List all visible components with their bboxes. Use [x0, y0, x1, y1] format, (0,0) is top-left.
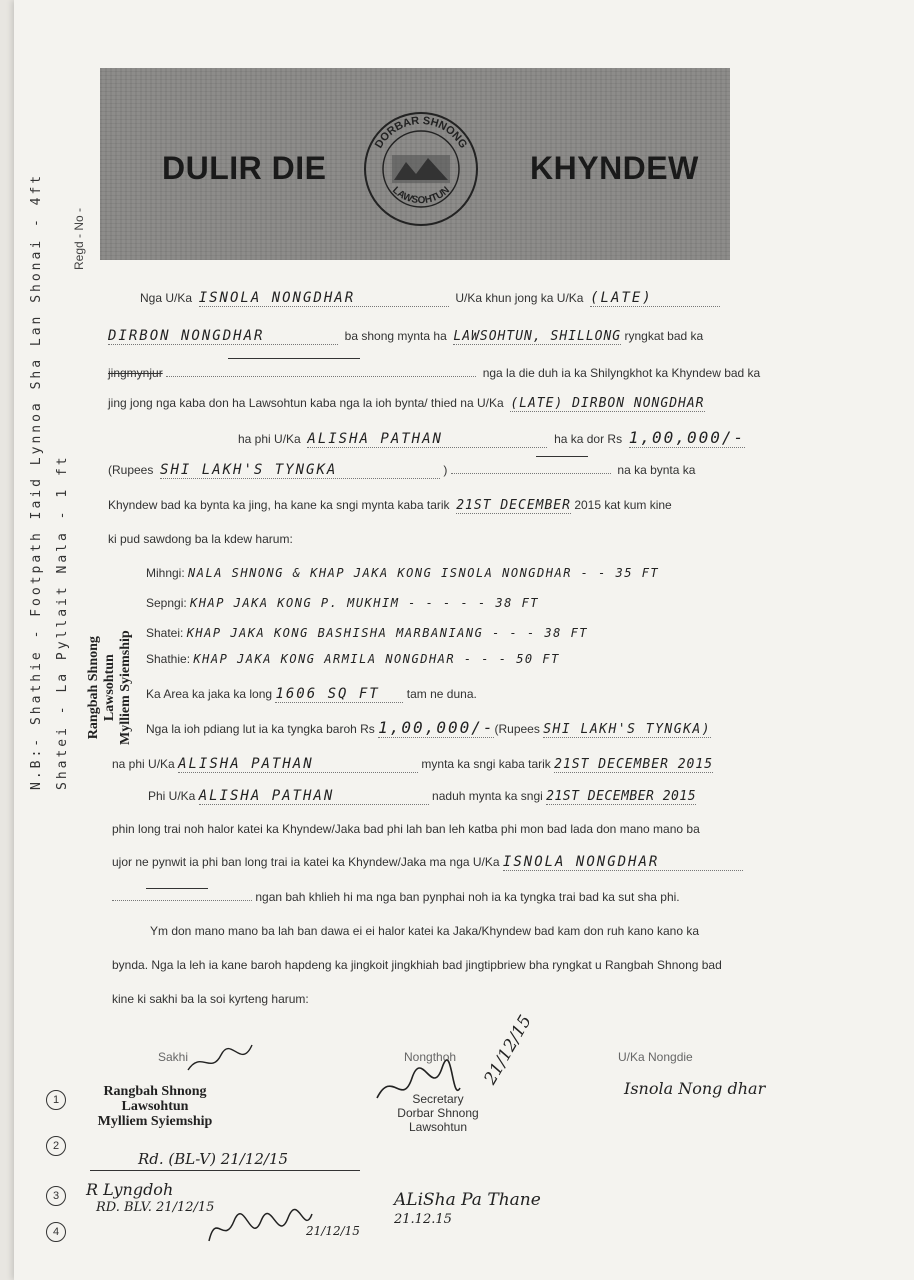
text: ba shong mynta ha — [344, 329, 447, 343]
stamp-line: Mylliem Syiemship — [97, 1114, 213, 1129]
text: Nga la ioh pdiang lut ia ka tyngka baroh Rs — [146, 722, 375, 736]
boundary-north — [146, 626, 588, 640]
boundary-south — [146, 652, 560, 666]
date-1: 21ST DECEMBER — [456, 498, 571, 513]
boundary-value: KHAP JAKA KONG P. MUKHIM - - - - - 38 FT — [190, 596, 540, 610]
rangbah-stamp — [80, 1084, 230, 1129]
body-line-17: bynda. Nga la leh ia kane baroh hapdeng ka jingkoit jingkhiah bad jingtipbriew bha ryngkat u Rangbah Shnong bad — [112, 958, 722, 972]
text: Khyndew bad ka bynta ka jing, ha kane ka sngi mynta kaba tarik — [108, 498, 450, 512]
side-rangbah-stamp — [86, 630, 134, 745]
secretary-date: 21/12/15 — [480, 1011, 536, 1089]
stamp-line: Lawsohtun — [121, 1099, 189, 1114]
father-name-2: (LATE) DIRBON NONGDHAR — [510, 396, 705, 411]
side-stamp-line-2: Lawsohtun — [102, 654, 117, 722]
seller-name-2: ISNOLA NONGDHAR — [503, 854, 743, 871]
amount-2: 1,00,000/- — [378, 718, 495, 737]
text: nga la die duh ia ka Shilyngkhot ka Khyndew bad ka — [482, 366, 761, 380]
dorbar-seal — [362, 110, 480, 228]
seal-bottom-text: LAWSOHTUN — [390, 184, 452, 207]
blank-rule — [228, 358, 360, 359]
boundary-value: NALA SHNONG & KHAP JAKA KONG ISNOLA NONGDHAR - - 35 FT — [188, 566, 660, 580]
body-line-18: kine ki sakhi ba la soi kyrteng harum: — [112, 992, 309, 1006]
text: na phi U/Ka — [112, 757, 175, 771]
body-line-12 — [148, 788, 696, 805]
body-line-13: phin long trai noh halor katei ka Khyndew/Jaka bad phi lah ban leh katba phi mon bad lada don mano mano ba — [112, 822, 700, 836]
text: mynta ka sngi kaba tarik — [421, 757, 551, 771]
body-line-3 — [108, 366, 760, 380]
stamp-line: Dorbar Shnong — [397, 1106, 479, 1120]
text: ryngkat bad ka — [624, 329, 704, 343]
side-note — [24, 173, 76, 790]
svg-text:LAWSOHTUN — [390, 185, 452, 206]
text: naduh mynta ka sngi — [432, 789, 543, 803]
seal-top-text: DORBAR SHNONG — [372, 114, 470, 151]
witness-4-date: 21/12/15 — [306, 1224, 360, 1238]
text: ) — [443, 463, 448, 477]
text: U/Ka khun jong ka U/Ka — [455, 291, 584, 305]
place: LAWSOHTUN, SHILLONG — [453, 329, 622, 344]
text: jing jong nga kaba don ha Lawsohtun kaba nga la ioh bynta/ thied na U/Ka — [108, 396, 504, 410]
text: Phi U/Ka — [148, 789, 196, 803]
body-line-1 — [140, 290, 720, 307]
boundary-east — [146, 566, 659, 580]
sakhi-label: Sakhi — [158, 1050, 189, 1064]
text: ha phi U/Ka — [238, 432, 301, 446]
text: Shathie: — [146, 652, 191, 666]
text: Sepngi: — [146, 596, 187, 610]
boundary-west — [146, 596, 539, 610]
witness-4-signature-scrawl — [206, 1196, 316, 1256]
buyer-name-3: ALISHA PATHAN — [199, 788, 429, 805]
buyer-name: ALISHA PATHAN — [307, 431, 547, 448]
signature-rule — [90, 1170, 360, 1171]
body-line-5 — [238, 428, 745, 448]
header-title-right: KHYNDEW — [530, 150, 699, 186]
text: Shatei: — [146, 626, 184, 640]
nongthoh-label: Nongthoh — [404, 1050, 457, 1064]
side-stamp-line-3: Mylliem Syiemship — [118, 630, 133, 745]
text: tam ne duna. — [406, 687, 477, 701]
area-value: 1606 SQ FT — [275, 686, 403, 703]
witness-number-2: 2 — [46, 1136, 66, 1156]
body-line-14 — [112, 854, 743, 871]
amount-words-2: SHI LAKH'S TYNGKA) — [543, 722, 712, 737]
year-1: 2015 — [574, 498, 602, 512]
amount-words: SHI LAKH'S TYNGKA — [160, 462, 440, 479]
seller-signature: Isnola Nong dhar — [624, 1079, 766, 1098]
late-label: (LATE) — [590, 290, 720, 307]
text: ha ka dor Rs — [554, 432, 623, 446]
body-line-7 — [108, 498, 672, 513]
text: na ka bynta ka — [617, 463, 696, 477]
body-line-4 — [108, 396, 705, 411]
text: Ka Area ka jaka ka long — [146, 687, 273, 701]
area-line — [146, 686, 477, 703]
blank-rule-2 — [536, 456, 588, 457]
rangbah-signature-scrawl — [186, 1040, 256, 1080]
body-line-6 — [108, 462, 695, 479]
nongdie-label: U/Ka Nongdie — [618, 1050, 693, 1064]
boundary-value: KHAP JAKA KONG ARMILA NONGDHAR - - - 50 FT — [193, 652, 560, 666]
text: Mihngi: — [146, 566, 185, 580]
side-note-line-2: Shatei - La Pyllait Nala - 1 ft — [55, 454, 70, 790]
body-line-8: ki pud sawdong ba la kdew harum: — [108, 532, 293, 546]
text: ujor ne pynwit ia phi ban long trai ia katei ka Khyndew/Jaka ma nga U/Ka — [112, 855, 500, 869]
body-line-16: Ym don mano mano ba lah ban dawa ei ei halor katei ka Jaka/Khyndew bad kam don ruh kano kano ka — [150, 924, 700, 938]
secretary-signature-scrawl — [372, 1058, 462, 1118]
side-stamp-line-1: Rangbah Shnong — [86, 636, 101, 740]
svg-text:DORBAR SHNONG — [373, 115, 469, 151]
body-line-2 — [108, 328, 703, 345]
blank-rule-3 — [146, 888, 208, 889]
stamp-line: Lawsohtun — [408, 1120, 468, 1134]
body-line-15 — [112, 890, 680, 904]
witness-3-text: RD. BLV. 21/12/15 — [96, 1200, 215, 1215]
father-name: DIRBON NONGDHAR — [108, 328, 338, 345]
buyer-name-2: ALISHA PATHAN — [178, 756, 418, 773]
witness-number-1: 1 — [46, 1090, 66, 1110]
witness-number-3: 3 — [46, 1186, 66, 1206]
seller-name: ISNOLA NONGDHAR — [199, 290, 449, 307]
body-line-11 — [112, 756, 713, 773]
date-3: 21ST DECEMBER 2015 — [546, 789, 697, 804]
text: ngan bah khlieh hi ma nga ban pynphai noh ia ka tyngka trai bad ka sut sha phi. — [255, 890, 680, 904]
regd-number-label: Regd - No - — [72, 207, 86, 270]
buyer-signature: ALiSha Pa Thane — [394, 1190, 541, 1210]
text: (Rupees — [494, 722, 540, 736]
witness-number-4: 4 — [46, 1222, 66, 1242]
text: Nga U/Ka — [140, 291, 193, 305]
stamp-line: Rangbah Shnong — [103, 1084, 207, 1099]
witness-3-name: R Lyngdoh — [86, 1180, 174, 1199]
text: (Rupees — [108, 463, 154, 477]
stamp-line: Secretary — [412, 1092, 464, 1106]
header-title-left: DULIR DIE — [162, 150, 327, 186]
text: jingmynjur — [108, 366, 163, 380]
body-line-10 — [146, 718, 711, 737]
boundary-value: KHAP JAKA KONG BASHISHA MARBANIANG - - - 38 FT — [186, 626, 589, 640]
text: kat kum kine — [604, 498, 672, 512]
buyer-signature-date: 21.12.15 — [394, 1212, 452, 1227]
witness-2-text: Rd. (BL-V) 21/12/15 — [138, 1150, 289, 1168]
side-note-line-1: N.B:- Shathie - Footpath Iaid Lynnoa Sha Lan Shonai - 4ft — [29, 172, 44, 790]
date-2: 21ST DECEMBER 2015 — [554, 757, 714, 772]
amount: 1,00,000/- — [628, 428, 746, 447]
